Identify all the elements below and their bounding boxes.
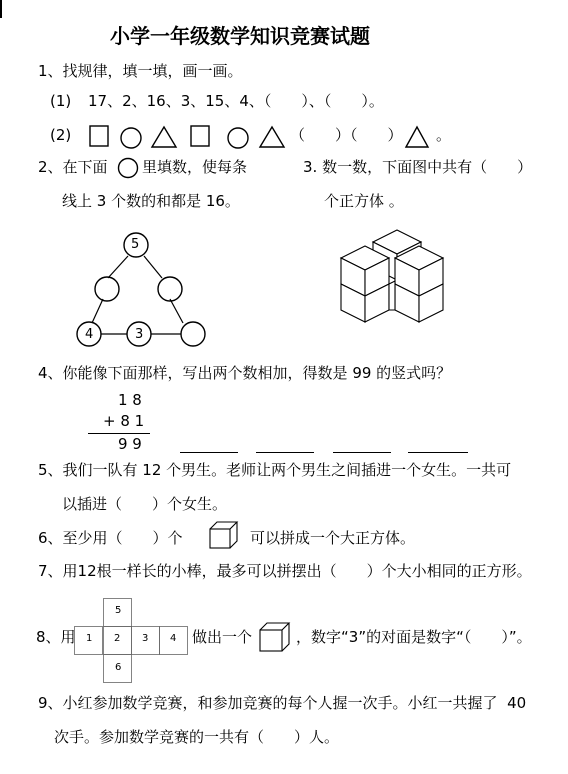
circle-top-value: 5 [131, 237, 140, 252]
net-face-1: 1 [86, 633, 93, 644]
square-shape [191, 126, 209, 146]
text-cursor [0, 0, 2, 18]
q1-p1-label: (1) [50, 92, 72, 110]
answer-blank-3[interactable] [333, 452, 391, 453]
sum-line [88, 433, 150, 434]
q8-part-c: ，数字“3”的对面是数字“（ ）”。 [296, 628, 532, 646]
q3-line1: 3. 数一数，下面图中共有（ ） [303, 158, 533, 176]
net-face-top: 5 [115, 605, 122, 616]
q4-addend-bottom: + 8 1 [103, 412, 145, 430]
q1-p2-blanks: （ ）（ ） [290, 126, 403, 144]
answer-blank-1[interactable] [180, 452, 238, 453]
cube-icon [208, 520, 240, 550]
square-shape [90, 126, 108, 146]
q5-line1: 5、我们一队有 12 个男生。老师让两个男生之间插进一个女生。一共可 [38, 461, 512, 479]
answer-blank-2[interactable] [256, 452, 314, 453]
q9-line1: 9、小红参加数学竞赛，和参加竞赛的每个人握一次手。小红一共握了 40 [38, 694, 527, 712]
q5-line2: 以插进（ ）个女生。 [62, 495, 228, 513]
page-title: 小学一年级数学知识竞赛试题 [110, 24, 370, 48]
q4-question: 4、你能像下面那样，写出两个数相加，得数是 99 的竖式吗？ [38, 364, 452, 382]
net-face-2: 2 [114, 633, 121, 644]
q3-line2: 个正方体 。 [324, 192, 404, 210]
q1-heading: 1、找规律，填一填，画一画。 [38, 62, 243, 80]
q6-part-a: 6、至少用（ ）个 [38, 529, 183, 547]
triangle-shape [260, 127, 284, 147]
q2-line1a: 2、在下面 [38, 158, 108, 176]
net-face-4: 4 [170, 633, 177, 644]
circle-left-value: 4 [85, 327, 94, 342]
q4-result: 9 9 [118, 435, 142, 453]
net-face-3: 3 [142, 633, 149, 644]
q6-part-b: 可以拼成一个大正方体。 [250, 529, 416, 547]
q7-line: 7、用12根一样长的小棒，最多可以拼摆出（ ）个大小相同的正方形。 [38, 562, 532, 580]
q1-p2-label: (2) [50, 126, 72, 144]
q2-line2: 线上 3 个数的和都是 16。 [62, 192, 240, 210]
circle-shape [121, 128, 141, 148]
circle-left-mid [95, 277, 119, 301]
circle-right-mid [158, 277, 182, 301]
triangle-shape [404, 124, 430, 150]
circle-shape [228, 128, 248, 148]
cube-stack [335, 228, 460, 343]
q1-p1-sequence: 17、2、16、3、15、4、（ ）、（ ）。 [88, 92, 384, 110]
q8-part-a: 8、用 [36, 628, 76, 646]
net-face-bottom: 6 [115, 662, 122, 673]
answer-blank-4[interactable] [408, 452, 468, 453]
circle-icon [117, 157, 139, 179]
q9-line2: 次手。参加数学竞赛的一共有（ ）人。 [54, 728, 340, 746]
q2-line1b: 里填数，使每条 [142, 158, 248, 176]
circle-bottom-right [181, 322, 205, 346]
shape-pattern [88, 124, 288, 150]
cube-icon [258, 620, 292, 654]
q4-addend-top: 1 8 [118, 391, 142, 409]
circle-mid-value: 3 [135, 327, 144, 342]
triangle-shape [152, 127, 176, 147]
q8-part-b: 做出一个 [192, 628, 253, 646]
q1-p2-end: 。 [436, 126, 452, 144]
